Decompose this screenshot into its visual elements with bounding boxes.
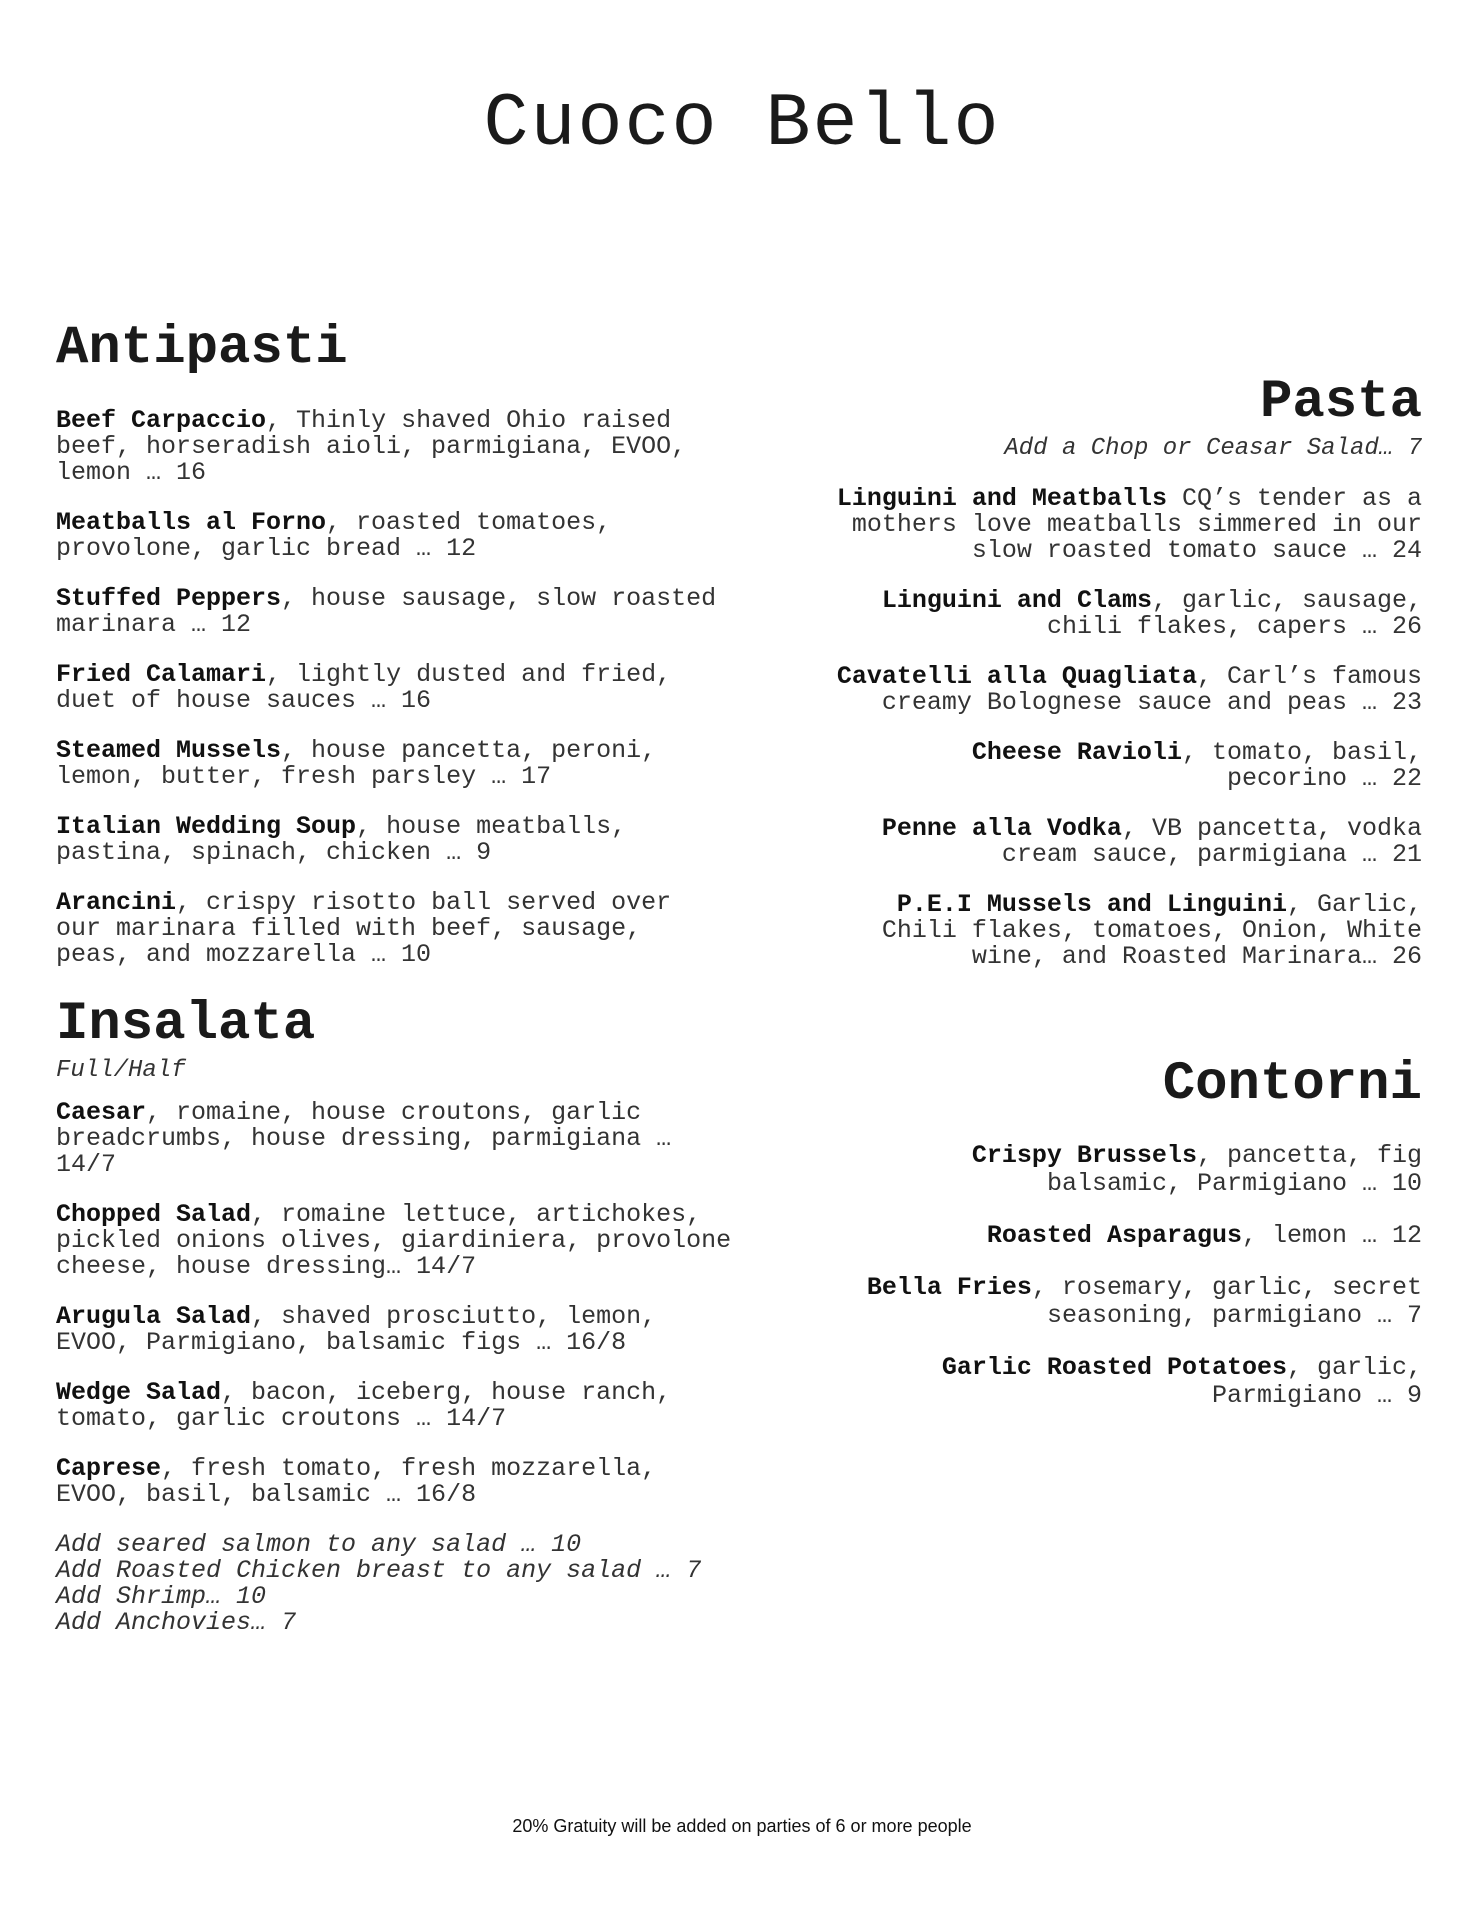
item-desc: , house sausage, slow roasted marinara … 12: [56, 584, 717, 639]
item-name: Arancini: [56, 888, 177, 917]
item-name: Garlic Roasted Potatoes: [941, 1353, 1287, 1382]
item-desc: CQ’s tender as a mothers love meatballs simmered in our slow roasted tomato sauce … 24: [851, 484, 1422, 565]
item-desc: , Carl’s famous creamy Bolognese sauce and peas … 23: [881, 662, 1422, 717]
item-name: Cheese Ravioli: [971, 738, 1182, 767]
insalata-section: [56, 994, 776, 1636]
item-desc: , garlic, sausage, chili flakes, capers … 26: [1046, 586, 1422, 641]
item-name: Caprese: [56, 1454, 162, 1483]
item-name: Arugula Salad: [56, 1302, 252, 1331]
item-name: Penne alla Vodka: [881, 814, 1122, 843]
menu-item: [56, 814, 716, 866]
item-name: Italian Wedding Soup: [56, 812, 357, 841]
menu-item: [842, 588, 1422, 640]
item-desc: , tomato, basil, pecorino … 22: [1181, 738, 1422, 793]
menu-item: [790, 1222, 1422, 1250]
menu-item: [56, 510, 696, 562]
salad-addon: Add Anchovies… 7: [56, 1608, 297, 1637]
gratuity-note: 20% Gratuity will be added on parties of 6 or more people: [512, 1816, 972, 1836]
item-desc: , fresh tomato, fresh mozzarella, EVOO, basil, balsamic … 16/8: [56, 1454, 657, 1509]
item-desc: , romaine lettuce, artichokes, pickled onions olives, giardiniera, provolone cheese, house dressing… 14/7: [56, 1200, 732, 1281]
item-desc: , house pancetta, peroni, lemon, butter, fresh parsley … 17: [56, 736, 657, 791]
menu-item: [56, 662, 736, 714]
menu-item: [56, 1304, 716, 1356]
item-name: Linguini and Clams: [881, 586, 1152, 615]
menu-item: [842, 1274, 1422, 1330]
menu-item: [922, 740, 1422, 792]
salad-addon: Add seared salmon to any salad … 10: [56, 1530, 582, 1559]
menu-item: [56, 738, 716, 790]
item-name: Meatballs al Forno: [56, 508, 327, 537]
salad-addon: Add Roasted Chicken breast to any salad … 7: [56, 1556, 702, 1585]
item-name: Wedge Salad: [56, 1378, 222, 1407]
item-name: Beef Carpaccio: [56, 406, 267, 435]
menu-item: [842, 892, 1422, 970]
menu-item: [56, 1380, 716, 1432]
menu-item: [790, 664, 1422, 716]
item-desc: , roasted tomatoes, provolone, garlic bread … 12: [56, 508, 612, 563]
item-name: Cavatelli alla Quagliata: [836, 662, 1197, 691]
menu-item: [56, 408, 716, 486]
item-desc: , lightly dusted and fried, duet of house sauces … 16: [56, 660, 672, 715]
item-name: Roasted Asparagus: [986, 1221, 1242, 1250]
item-desc: , house meatballs, pastina, spinach, chicken … 9: [56, 812, 627, 867]
item-name: P.E.I Mussels and Linguini: [896, 890, 1287, 919]
restaurant-title: Cuoco Bello: [483, 82, 1001, 167]
insalata-subtitle: Full/Half: [56, 1057, 186, 1084]
menu-item: [56, 1202, 776, 1280]
item-desc: , VB pancetta, vodka cream sauce, parmigiana … 21: [1001, 814, 1422, 869]
menu-item: [842, 816, 1422, 868]
item-name: Caesar: [56, 1098, 147, 1127]
item-desc: , pancetta, fig balsamic, Parmigiano … 10: [1046, 1141, 1422, 1198]
item-desc: , romaine, house croutons, garlic breadcrumbs, house dressing, parmigiana …14/7: [56, 1098, 672, 1179]
pasta-heading: Pasta: [1259, 372, 1422, 433]
item-desc: , Thinly shaved Ohio raised beef, horseradish aioli, parmigiana, EVOO, lemon … 16: [56, 406, 687, 487]
item-desc: , rosemary, garlic, secret seasoning, parmigiano … 7: [1031, 1273, 1422, 1330]
antipasti-heading: Antipasti: [56, 318, 348, 379]
menu-item: [56, 1456, 716, 1508]
item-name: Crispy Brussels: [971, 1141, 1197, 1170]
pasta-section: [790, 372, 1422, 994]
item-desc: , crispy risotto ball served over our marinara filled with beef, sausage, peas, and mozzarella … 10: [56, 888, 672, 969]
menu-item: [842, 1354, 1422, 1410]
menu-item: [862, 1142, 1422, 1198]
item-desc: , bacon, iceberg, house ranch, tomato, garlic croutons … 14/7: [56, 1378, 672, 1433]
item-desc: , lemon … 12: [1241, 1221, 1422, 1250]
menu-item: [56, 586, 766, 638]
menu-item: [56, 890, 716, 968]
item-name: Fried Calamari: [56, 660, 267, 689]
contorni-section: [790, 1054, 1422, 1434]
menu-item: [790, 486, 1422, 564]
item-desc: , garlic, Parmigiano … 9: [1211, 1353, 1422, 1410]
item-desc: , Garlic, Chili flakes, tomatoes, Onion, White wine, and Roasted Marinara… 26: [881, 890, 1422, 971]
item-name: Linguini and Meatballs: [836, 484, 1167, 513]
antipasti-section: [56, 318, 776, 992]
salad-addon: Add Shrimp… 10: [56, 1582, 267, 1611]
pasta-subtitle: Add a Chop or Ceasar Salad… 7: [1004, 435, 1422, 462]
menu-item: [56, 1100, 716, 1178]
insalata-heading: Insalata: [56, 994, 316, 1055]
item-name: Chopped Salad: [56, 1200, 252, 1229]
contorni-heading: Contorni: [1162, 1054, 1422, 1115]
item-name: Steamed Mussels: [56, 736, 282, 765]
item-desc: , shaved prosciutto, lemon, EVOO, Parmigiano, balsamic figs … 16/8: [56, 1302, 657, 1357]
item-name: Stuffed Peppers: [56, 584, 282, 613]
item-name: Bella Fries: [866, 1273, 1032, 1302]
